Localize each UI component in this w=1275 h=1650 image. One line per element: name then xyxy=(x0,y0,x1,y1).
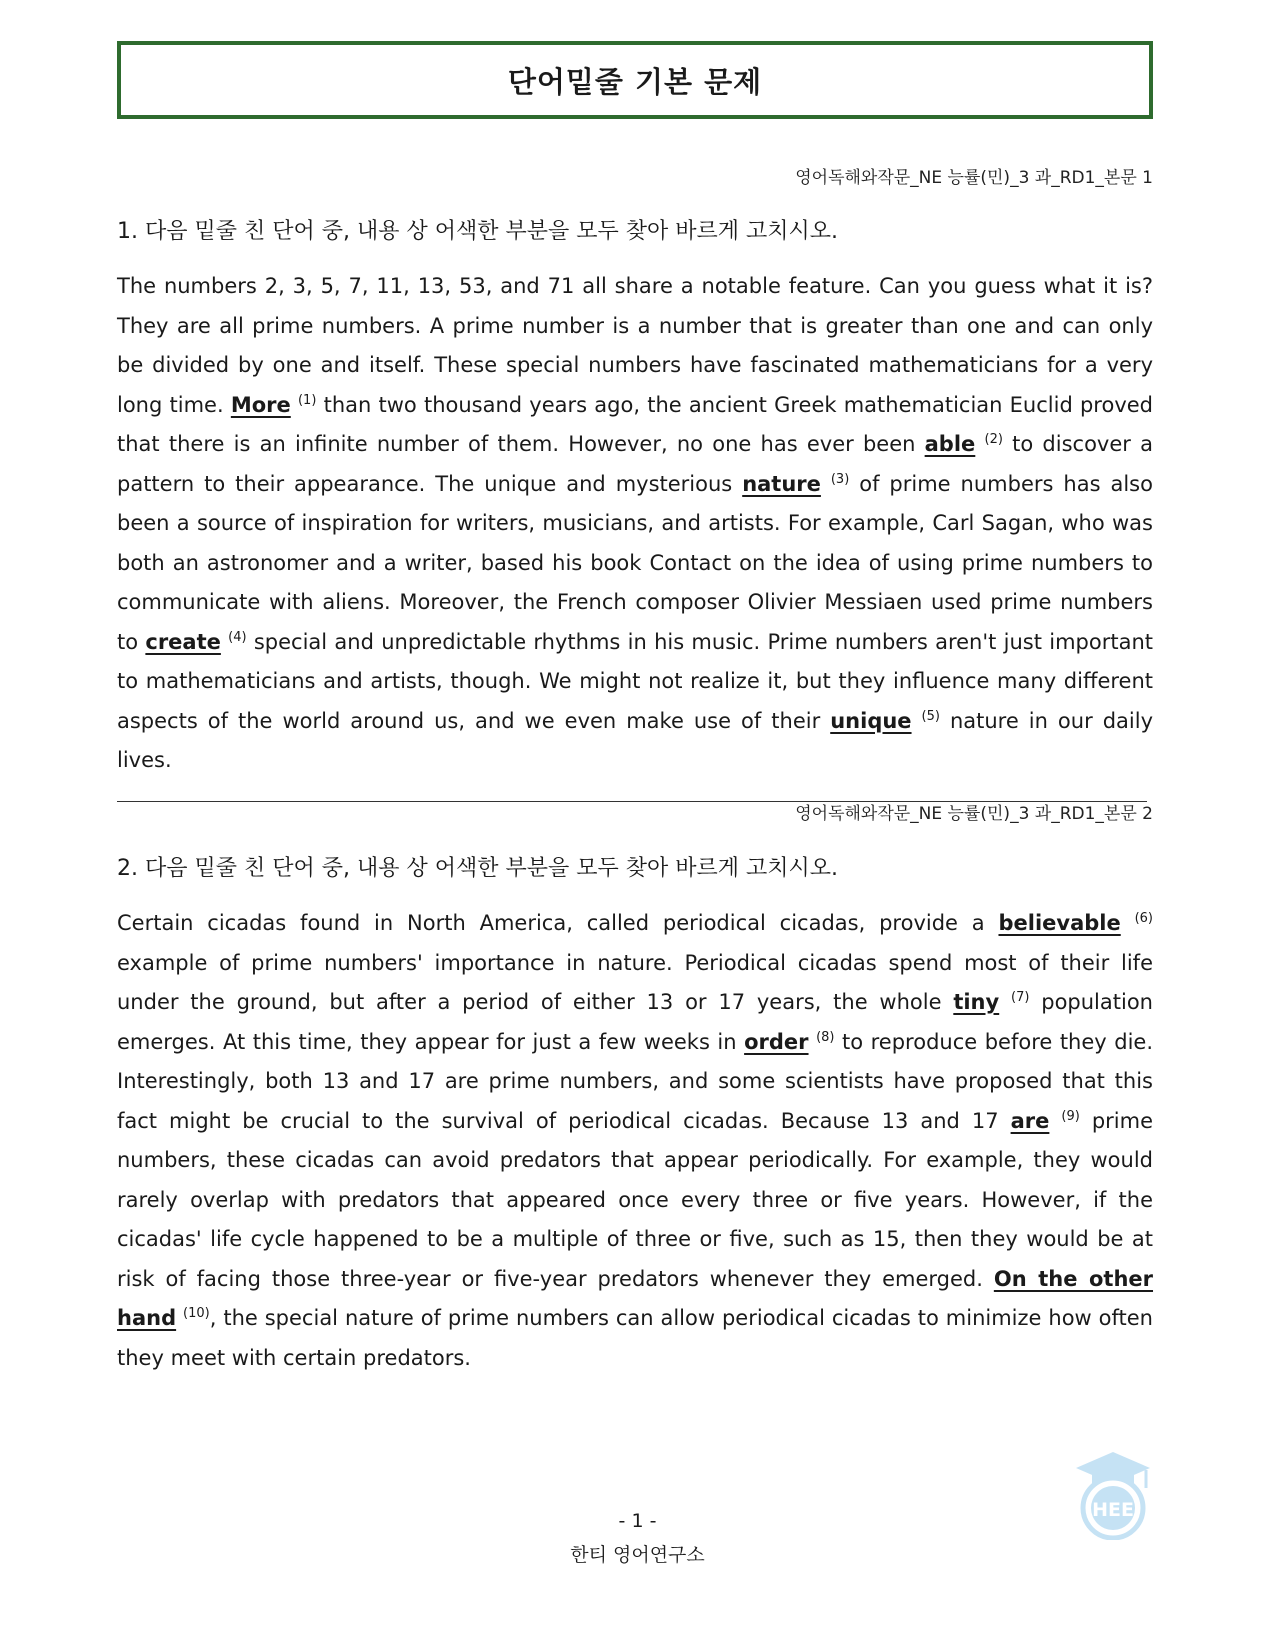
item-number: (6) xyxy=(1134,911,1153,926)
underlined-word: are xyxy=(1010,1108,1050,1133)
underlined-word: On the other hand xyxy=(117,1266,1154,1330)
passage-text: The numbers 2, 3, 5, 7, 11, 13, 53, and 71 all share a notable feature. Can you guess what it is? They are all prime numbers. A prime number is a number that is greater than one and can only be divided by one and itself. These special numbers have fascinated mathematicians for a very long time. xyxy=(117,274,1153,417)
item-number: (9) xyxy=(1061,1108,1080,1124)
passage-text: special and unpredictable rhythms in his music. Prime numbers aren't just important to mathematicians and artists, though. We might not realize it, but they influence many different aspects of the world around us, and we even make use of their xyxy=(117,629,1153,733)
passage-text: to discover a pattern to their appearance. The unique and mysterious xyxy=(117,432,1153,496)
item-number: (4) xyxy=(228,629,247,645)
passage-text: to reproduce before they die. Interestingly, both 13 and 17 are prime numbers, and some scientists have proposed that this fact might be crucial to the survival of periodical cicadas. Because 13 and 17 xyxy=(117,1029,1153,1133)
passage-text: example of prime numbers' importance in nature. Periodical cicadas spend most of their life under the ground, but after a period of either 13 or 17 years, the whole xyxy=(117,950,1153,1014)
logo-text: HEE xyxy=(1092,1499,1134,1521)
page-number: - 1 - xyxy=(618,1510,657,1532)
underlined-word: unique xyxy=(830,708,912,733)
item-number: (7) xyxy=(1011,990,1030,1005)
passage-text: population emerges. At this time, they appear for just a few weeks in xyxy=(117,990,1153,1054)
page-title: 단어밑줄 기본 문제 xyxy=(507,64,763,99)
passage-text: Certain cicadas found in North America, called periodical cicadas, provide a xyxy=(117,911,999,935)
item-number: (1) xyxy=(297,392,317,408)
underlined-word: create xyxy=(145,629,221,654)
title-box xyxy=(117,41,1153,119)
underlined-word: able xyxy=(924,432,976,456)
underlined-word: believable xyxy=(998,911,1121,935)
question-2: 2. 다음 밑줄 친 단어 중, 내용 상 어색한 부분을 모두 찾아 바르게 고치시오. xyxy=(117,856,838,881)
item-number: (5) xyxy=(921,708,940,724)
passage-text: of prime numbers has also been a source of inspiration for writers, musicians, and artists. For example, Carl Sagan, who was both an astronomer and a writer, based his book Contact on the idea of using prime numbers to communicate with aliens. Moreover, the French composer Olivier Messiaen used prime numbers to xyxy=(117,471,1153,654)
underlined-word: tiny xyxy=(953,990,1000,1014)
underlined-word: More xyxy=(230,392,291,417)
item-number: (2) xyxy=(984,432,1003,447)
passage-text: , the special nature of prime numbers can allow periodical cicadas to minimize how often they meet with certain predators. xyxy=(117,1306,1153,1370)
footer-text: 한티 영어연구소 xyxy=(570,1544,705,1566)
source-label-1: 영어독해와작문_NE 능률(민)_3 과_RD1_본문 1 xyxy=(795,168,1153,188)
passage-1 xyxy=(117,267,1153,781)
underlined-word: nature xyxy=(742,471,821,496)
passage-text: nature in our daily lives. xyxy=(117,708,1153,772)
passage-text: prime numbers, these cicadas can avoid predators that appear periodically. For example, they would rarely overlap with predators that appeared once every three or five years. However, if the cicadas' life cycle happened to be a multiple of three or five, such as 15, then they would be at risk of facing those three-year or five-year predators whenever they emerged. xyxy=(117,1108,1153,1291)
passage-2 xyxy=(117,904,1153,1378)
question-1: 1. 다음 밑줄 친 단어 중, 내용 상 어색한 부분을 모두 찾아 바르게 고치시오. xyxy=(117,219,838,244)
source-label-2: 영어독해와작문_NE 능률(민)_3 과_RD1_본문 2 xyxy=(795,804,1153,824)
item-number: (10) xyxy=(183,1306,210,1321)
underlined-word: order xyxy=(744,1029,809,1054)
passage-text: than two thousand years ago, the ancient Greek mathematician Euclid proved that there is an infinite number of them. However, no one has ever been xyxy=(117,392,1153,456)
item-number: (8) xyxy=(816,1029,835,1045)
item-number: (3) xyxy=(830,471,850,487)
